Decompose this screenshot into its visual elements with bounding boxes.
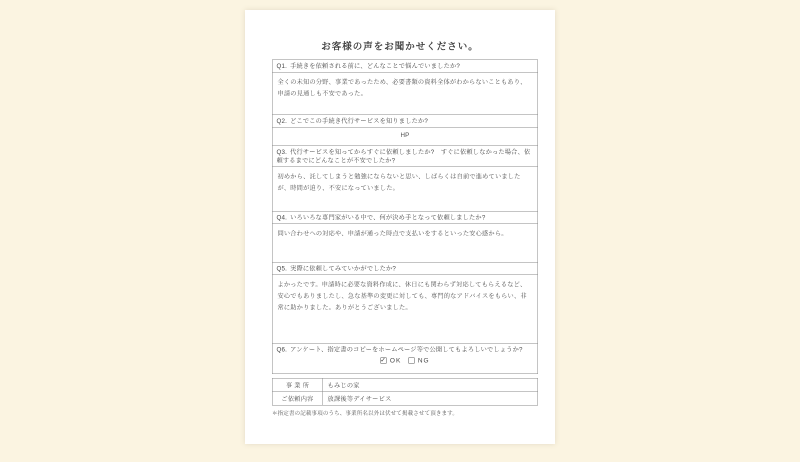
question-section-6 (273, 343, 538, 374)
document-area (245, 10, 555, 445)
question-section-5 (273, 262, 538, 343)
question-3-header (273, 146, 538, 167)
question-4-answer: 問い合わせへの対応や、申請が通った時点で支払いをするといった安心感から。 (277, 230, 508, 237)
ok-label: OK (389, 356, 402, 364)
document-title: お客様の声をお聞かせください。 (321, 41, 479, 52)
question-2-header (273, 115, 538, 128)
question-4-header (273, 212, 538, 225)
question-5-number: Q5. (276, 265, 288, 272)
question-1-text: 手続きを依頼される前に、どんなことで悩んでいましたか? (290, 62, 461, 70)
question-6-text: アンケート、指定書のコピーをホームページ等で公開してもよろしいでしょうか? (290, 346, 523, 353)
ng-option (408, 357, 429, 365)
question-5-header (273, 263, 538, 276)
ng-checkbox-icon (408, 357, 414, 363)
question-3-number: Q3. (276, 148, 288, 156)
table-row (272, 392, 538, 406)
question-6-header (273, 344, 538, 356)
question-section-3 (273, 146, 538, 212)
question-2-number: Q2. (276, 117, 288, 125)
question-1-header (273, 60, 538, 73)
question-5-text: 実際に依頼してみていかがでしたか? (290, 265, 397, 272)
question-section-2 (273, 115, 538, 146)
scanned-questionnaire-page (245, 10, 555, 444)
question-3-text: 代行サービスを知ってからすぐに依頼しましたか? すぐに依頼しなかった場合、依頼するまでにどんなことが不安でしたか? (276, 148, 531, 164)
business-name-label: 事 業 所 (272, 378, 323, 392)
question-4-number: Q4. (276, 214, 288, 221)
business-info-table (272, 378, 538, 406)
question-1-answer: 全くの未知の分野、事業であったため、必要書類の資料全体がわからないこともあり、申請の見通しも不安であった。 (277, 78, 527, 97)
publish-consent-options (273, 356, 538, 374)
question-3-answer: 初めから、託してしまうと勉強にならないと思い、しばらくは自前で進めていましたが、時間が迫り、不安になっていました。 (277, 173, 521, 192)
ng-label: NG (417, 356, 430, 364)
request-type-value: 放課後等デイサービス (323, 392, 538, 406)
question-4-text: いろいろな専門家がいる中で、何が決め手となって依頼しましたか? (290, 214, 486, 221)
table-row (272, 378, 538, 392)
business-name-value: もみじの家 (323, 378, 538, 392)
questionnaire-table (272, 60, 538, 375)
question-2-answer: HP (400, 131, 410, 139)
question-5-answer: よかったです。申請時に必要な資料作成に、休日にも関わらず対応してもらえるなど、安心でもありましたし、急な基準の変更に対しても、専門的なアドバイスをもらい、非常に助かりました。ありがとうございました。 (277, 281, 527, 311)
question-section-1 (273, 60, 538, 115)
question-2-text: どこでこの手続き代行サービスを知りましたか? (290, 117, 429, 125)
question-6-number: Q6. (276, 346, 288, 353)
question-1-number: Q1. (276, 62, 288, 70)
request-type-label: ご依頼内容 (272, 392, 323, 406)
footnote: ＊指定書の記載事項のうち、事業所名以外は伏せて掲載させて頂きます。 (272, 410, 459, 417)
ok-checkbox-icon (380, 357, 386, 363)
ok-option (380, 357, 401, 365)
question-section-4 (273, 211, 538, 262)
